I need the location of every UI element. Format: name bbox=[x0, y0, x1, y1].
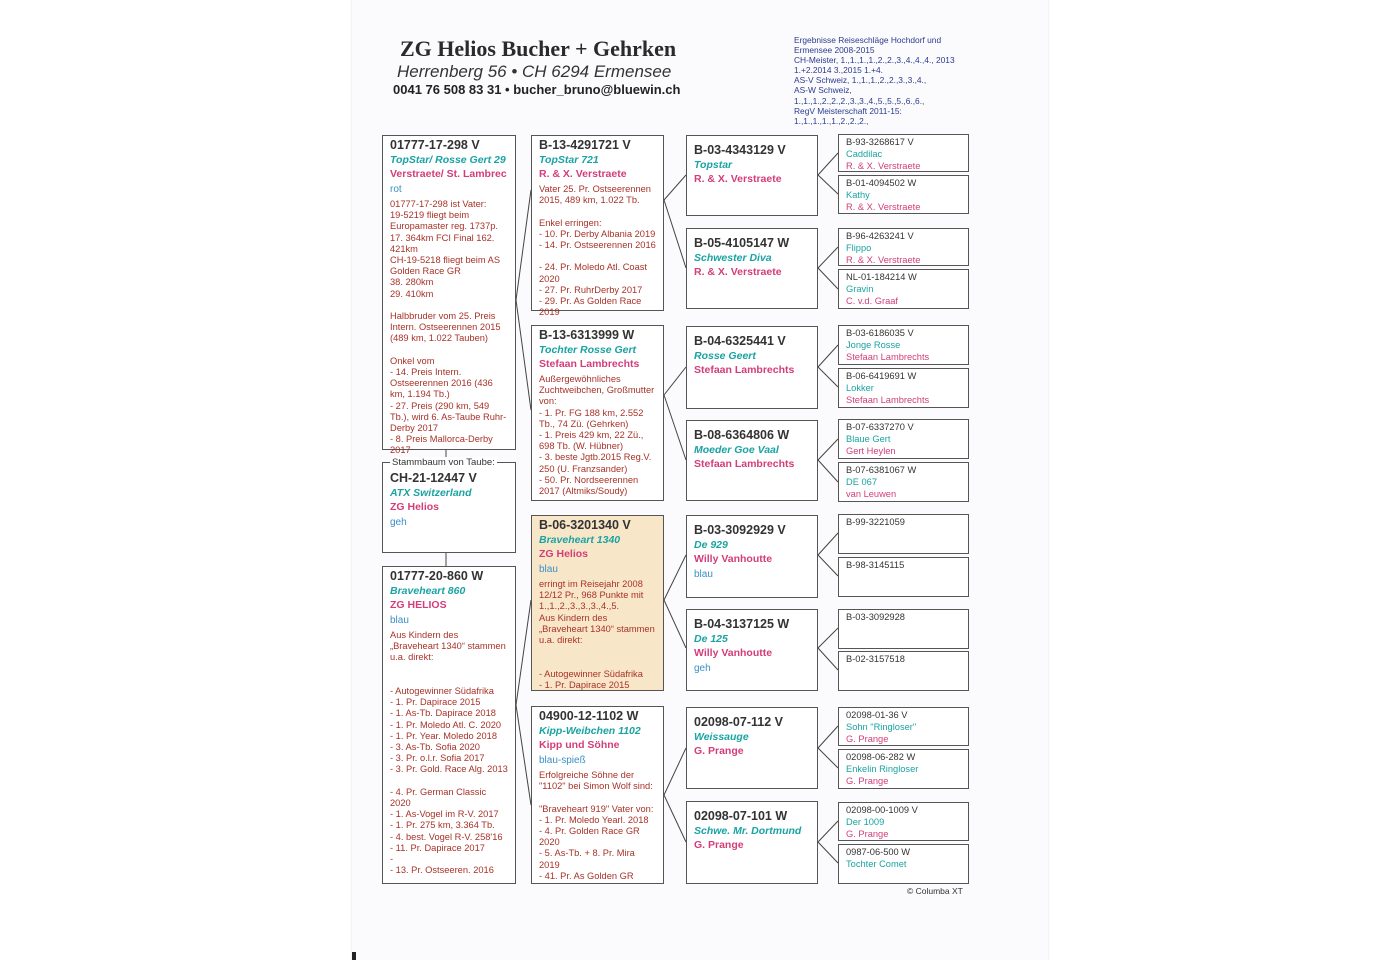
pigeon-name: DE 067 bbox=[846, 477, 878, 487]
great-grandparent-card[interactable] bbox=[686, 228, 818, 309]
breeder-name: ZG HELIOS bbox=[390, 599, 447, 611]
pigeon-name: Weissauge bbox=[694, 731, 749, 743]
breeder-name: G. Prange bbox=[846, 829, 889, 839]
ring-number: 02098-00-1009 V bbox=[846, 805, 918, 815]
pigeon-description: Erfolgreiche Söhne der "1102" bei Simon Wolf sind: "Braveheart 919" Vater von: - 1. Pr. Moledo Yearl. 2018 - 4. Pr. Golden Race GR 2020 - 5. As-Tb. + 8. Pr. Mira 2019 - 41. Pr. As Golden GR bbox=[539, 770, 654, 881]
ancestor-card[interactable] bbox=[838, 844, 969, 884]
ring-number: 0987-06-500 W bbox=[846, 847, 911, 857]
ring-number: 01777-17-298 V bbox=[390, 138, 480, 152]
pigeon-description: Außergewöhnliches Zuchtweibchen, Großmutter von: - 1. Pr. FG 188 km, 2.552 Tb., 74 Zü. (Gehrken) - 1. Preis 429 km, 22 Zü., 698 Tb. (W. Hübner) - 3. beste Jgtb.2015 Reg.V. 250 (U. Franzsander) - 50. Pr. Nordseerennen 2017 (Altmiks/Soudy) bbox=[539, 374, 655, 497]
ring-number: 01777-20-860 W bbox=[390, 569, 484, 583]
results-line: 1.,1.,1.,2.,2.,2.,3.,3.,4.,5.,5.,5.,6.,6., bbox=[794, 95, 925, 106]
results-line: Ergebnisse Reiseschläge Hochdorf und bbox=[794, 35, 942, 45]
loft-title: ZG Helios Bucher + Gehrken bbox=[400, 36, 677, 61]
great-grandparent-card[interactable] bbox=[686, 135, 818, 216]
pigeon-name: Rosse Geert bbox=[694, 350, 756, 362]
breeder-name: Stefaan Lambrechts bbox=[846, 395, 930, 405]
ring-number: B-07-6381067 W bbox=[846, 465, 917, 475]
breeder-name: ZG Helios bbox=[390, 501, 440, 513]
ancestor-card[interactable] bbox=[838, 134, 969, 172]
ring-number: 02098-07-101 W bbox=[694, 809, 788, 823]
ancestor-card[interactable] bbox=[838, 228, 969, 266]
breeder-name: Stefaan Lambrechts bbox=[846, 352, 930, 362]
breeder-name: G. Prange bbox=[846, 776, 889, 786]
subject-card[interactable] bbox=[382, 462, 516, 553]
results-line: Ermensee 2008-2015 bbox=[794, 45, 875, 56]
breeder-name: ZG Helios bbox=[539, 548, 589, 560]
ancestor-card[interactable] bbox=[838, 419, 969, 459]
ring-number: 02098-07-112 V bbox=[694, 715, 783, 729]
pigeon-name: Caddilac bbox=[846, 149, 883, 159]
ring-number: B-13-6313999 W bbox=[539, 328, 635, 342]
pigeon-name: Topstar bbox=[694, 159, 733, 171]
breeder-name: Verstraete/ St. Lambrec bbox=[390, 168, 507, 180]
pigeon-name: Schwester Diva bbox=[694, 252, 772, 264]
ancestor-card[interactable] bbox=[838, 802, 969, 841]
breeder-name: Stefaan Lambrechts bbox=[694, 458, 795, 470]
breeder-name: R. & X. Verstraete bbox=[846, 161, 921, 171]
ancestor-card[interactable] bbox=[838, 707, 969, 746]
granddam-paternal-card[interactable] bbox=[531, 325, 664, 501]
grandsire-paternal-card[interactable] bbox=[531, 135, 664, 318]
ring-number: 02098-01-36 V bbox=[846, 710, 908, 720]
breeder-name: R. & X. Verstraete bbox=[846, 255, 921, 265]
great-grandparent-card[interactable] bbox=[686, 801, 818, 884]
copyright-note: © Columba XT bbox=[907, 886, 963, 896]
great-grandparent-card[interactable] bbox=[686, 707, 818, 789]
ring-number: B-93-3268617 V bbox=[846, 137, 914, 147]
results-line: AS-W Schweiz, bbox=[794, 85, 852, 96]
pigeon-color: rot bbox=[390, 184, 402, 195]
great-grandparent-card[interactable] bbox=[686, 420, 818, 501]
ancestor-card[interactable] bbox=[838, 557, 969, 597]
breeder-name: Willy Vanhoutte bbox=[694, 647, 773, 659]
ancestor-card[interactable] bbox=[838, 269, 969, 309]
ring-number: B-02-3157518 bbox=[846, 654, 905, 664]
pigeon-color: geh bbox=[694, 663, 711, 674]
pigeon-name: Kathy bbox=[846, 190, 870, 200]
results-line: 1.,1.,1.,1.,1.,2.,2.,2., bbox=[794, 115, 869, 126]
dam-card[interactable] bbox=[382, 566, 516, 884]
pigeon-name: Schwe. Mr. Dortmund bbox=[694, 825, 802, 837]
pigeon-name: Moeder Goe Vaal bbox=[694, 444, 779, 456]
ancestor-card[interactable] bbox=[838, 651, 969, 691]
breeder-name: R. & X. Verstraete bbox=[539, 168, 627, 180]
loft-address: Herrenberg 56 • CH 6294 Ermensee bbox=[397, 62, 672, 81]
ring-number: B-03-3092928 bbox=[846, 612, 905, 622]
pigeon-name: Blaue Gert bbox=[846, 434, 891, 444]
pigeon-name: ATX Switzerland bbox=[390, 487, 472, 499]
pigeon-color: blau bbox=[539, 564, 558, 575]
pigeon-name: Der 1009 bbox=[846, 817, 885, 827]
breeder-name: Stefaan Lambrechts bbox=[694, 364, 795, 376]
pigeon-name: Braveheart 860 bbox=[390, 585, 466, 597]
pigeon-name: Flippo bbox=[846, 243, 872, 253]
ring-number: B-13-4291721 V bbox=[539, 138, 631, 152]
pigeon-name: TopStar 721 bbox=[539, 154, 599, 166]
pigeon-description: Aus Kindern des „Braveheart 1340“ stammen u.a. direkt: - Autogewinner Südafrika - 1. Pr. Dapirace 2015 - 1. As-Tb. Dapirace 2018 - 1. Pr. Moledo Atl. C. 2020 - 1. Pr. Year. Moledo 2018 - 3. As-Tb. Sofia 2020 - 3. Pr. o.l.r. Sofia 2017 - 3. Pr. Gold. Race Alg. 2013 - 4. Pr. German Classic 2020 - 1. As-Vogel im R-V. 2017 - 1. Pr. 275 km, 3.364 Tb. - 4. best. Vogel R-V. 258'16 - 11. Pr. Dapirace 2017 - - 13. Pr. Ostseeren. 2016 bbox=[390, 630, 508, 876]
pigeon-name: Lokker bbox=[846, 383, 874, 393]
pigeon-name: Braveheart 1340 bbox=[539, 534, 621, 546]
great-grandparent-card[interactable] bbox=[686, 515, 818, 598]
ring-number: B-08-6364806 W bbox=[694, 428, 790, 442]
ring-number: B-03-6186035 V bbox=[846, 328, 914, 338]
breeder-name: Kipp und Söhne bbox=[539, 739, 620, 751]
grandsire-maternal-card[interactable] bbox=[531, 515, 664, 691]
results-line: AS-V Schweiz, 1.,1.,1.,2.,2.,3.,3.,4., bbox=[794, 75, 927, 86]
loft-contact: 0041 76 508 83 31 • bucher_bruno@bluewin.ch bbox=[393, 82, 681, 97]
great-grandparent-card[interactable] bbox=[686, 609, 818, 691]
pedigree-of-label: Stammbaum von Taube: bbox=[392, 457, 495, 468]
ring-number: B-99-3221059 bbox=[846, 517, 905, 527]
ancestor-card[interactable] bbox=[838, 175, 969, 214]
breeder-name: R. & X. Verstraete bbox=[846, 202, 921, 212]
breeder-name: G. Prange bbox=[694, 745, 744, 757]
pigeon-description: 01777-17-298 ist Vater: 19-5219 fliegt beim Europamaster reg. 1737p. 17. 364km FCI Final 162. 421km CH-19-5218 fliegt beim AS Golden Race GR 38. 280km 29. 410km Halbbruder vom 25. Preis Intern. Ostseerennen 2015 (489 km, 1.022 Tauben) Onkel vom - 14. Preis Intern. Ostseerennen 2016 (436 km, 1.194 Tb.) - 27. Preis (290 km, 549 Tb.), wird 6. As-Taube Ruhr-Derby 2017 - 8. Preis Mallorca-Derby 2017 bbox=[390, 199, 507, 456]
ring-number: B-03-3092929 V bbox=[694, 523, 786, 537]
pigeon-color: geh bbox=[390, 517, 407, 528]
breeder-name: R. & X. Verstraete bbox=[694, 173, 782, 185]
ancestor-card[interactable] bbox=[838, 462, 969, 502]
ancestor-card[interactable] bbox=[838, 609, 969, 649]
sire-card[interactable] bbox=[382, 135, 516, 456]
ring-number: B-06-6419691 W bbox=[846, 371, 917, 381]
ancestor-card[interactable] bbox=[838, 368, 969, 408]
ring-number: B-98-3145115 bbox=[846, 560, 905, 570]
ring-number: B-96-4263241 V bbox=[846, 231, 914, 241]
pigeon-name: Sohn "Ringloser" bbox=[846, 722, 917, 732]
ring-number: B-05-4105147 W bbox=[694, 236, 790, 250]
ring-number: B-04-3137125 W bbox=[694, 617, 790, 631]
ancestor-card[interactable] bbox=[838, 325, 969, 365]
breeder-name: Willy Vanhoutte bbox=[694, 553, 773, 565]
pigeon-description: Vater 25. Pr. Ostseerennen 2015, 489 km, 1.022 Tb. Enkel erringen: - 10. Pr. Derby Albania 2019 - 14. Pr. Ostseerennen 2016 - 24. Pr. Moledo Atl. Coast 2020 - 27. Pr. RuhrDerby 2017 - 29. Pr. As Golden Race 2019 bbox=[539, 184, 656, 318]
breeder-name: Gert Heylen bbox=[846, 446, 896, 456]
ring-number: B-07-6337270 V bbox=[846, 422, 914, 432]
pigeon-name: Gravin bbox=[846, 284, 874, 294]
great-grandparent-card[interactable] bbox=[686, 326, 818, 409]
ring-number: 04900-12-1102 W bbox=[539, 709, 639, 723]
pigeon-name: Kipp-Weibchen 1102 bbox=[539, 725, 641, 737]
breeder-name: G. Prange bbox=[846, 734, 889, 744]
ancestor-card[interactable] bbox=[838, 749, 969, 789]
pigeon-name: De 125 bbox=[694, 633, 728, 645]
pigeon-description: erringt im Reisejahr 2008 12/12 Pr., 968 Punkte mit 1.,1.,2.,3.,3.,3.,4.,5. Aus Kindern des „Braveheart 1340“ stammen u.a. direkt: - Autogewinner Südafrika - 1. Pr. Dapirace 2015 bbox=[539, 579, 655, 690]
pigeon-name: De 929 bbox=[694, 539, 728, 551]
breeder-name: Stefaan Lambrechts bbox=[539, 358, 640, 370]
breeder-name: van Leuwen bbox=[846, 489, 897, 499]
pigeon-color: blau-spieß bbox=[539, 755, 586, 766]
breeder-name: C. v.d. Graaf bbox=[846, 296, 899, 306]
pigeon-color: blau bbox=[694, 569, 713, 580]
pigeon-name: Tochter Rosse Gert bbox=[539, 344, 637, 356]
results-line: 1.+2.2014 3.,2015 1.+4. bbox=[794, 65, 883, 76]
pigeon-name: Jonge Rosse bbox=[846, 340, 901, 350]
breeder-name: G. Prange bbox=[694, 839, 744, 851]
pigeon-name: Tochter Comet bbox=[846, 859, 907, 869]
ring-number: CH-21-12447 V bbox=[390, 471, 477, 485]
ancestor-card[interactable] bbox=[838, 514, 969, 554]
pigeon-name: TopStar/ Rosse Gert 29 bbox=[390, 154, 506, 166]
granddam-maternal-card[interactable] bbox=[531, 706, 664, 884]
ring-number: 02098-06-282 W bbox=[846, 752, 916, 762]
ring-number: NL-01-184214 W bbox=[846, 272, 917, 282]
results-line: CH-Meister, 1.,1.,1.,1.,2.,2.,3.,4.,4.,4., 2013 bbox=[794, 55, 955, 66]
ring-number: B-06-3201340 V bbox=[539, 518, 631, 532]
ring-number: B-04-6325441 V bbox=[694, 334, 786, 348]
breeder-name: R. & X. Verstraete bbox=[694, 266, 782, 278]
results-line: RegV Meisterschaft 2011-15: bbox=[794, 105, 902, 116]
pigeon-name: Enkelin Ringloser bbox=[846, 764, 919, 774]
ring-number: B-03-4343129 V bbox=[694, 143, 786, 157]
pigeon-color: blau bbox=[390, 615, 409, 626]
ring-number: B-01-4094502 W bbox=[846, 178, 917, 188]
